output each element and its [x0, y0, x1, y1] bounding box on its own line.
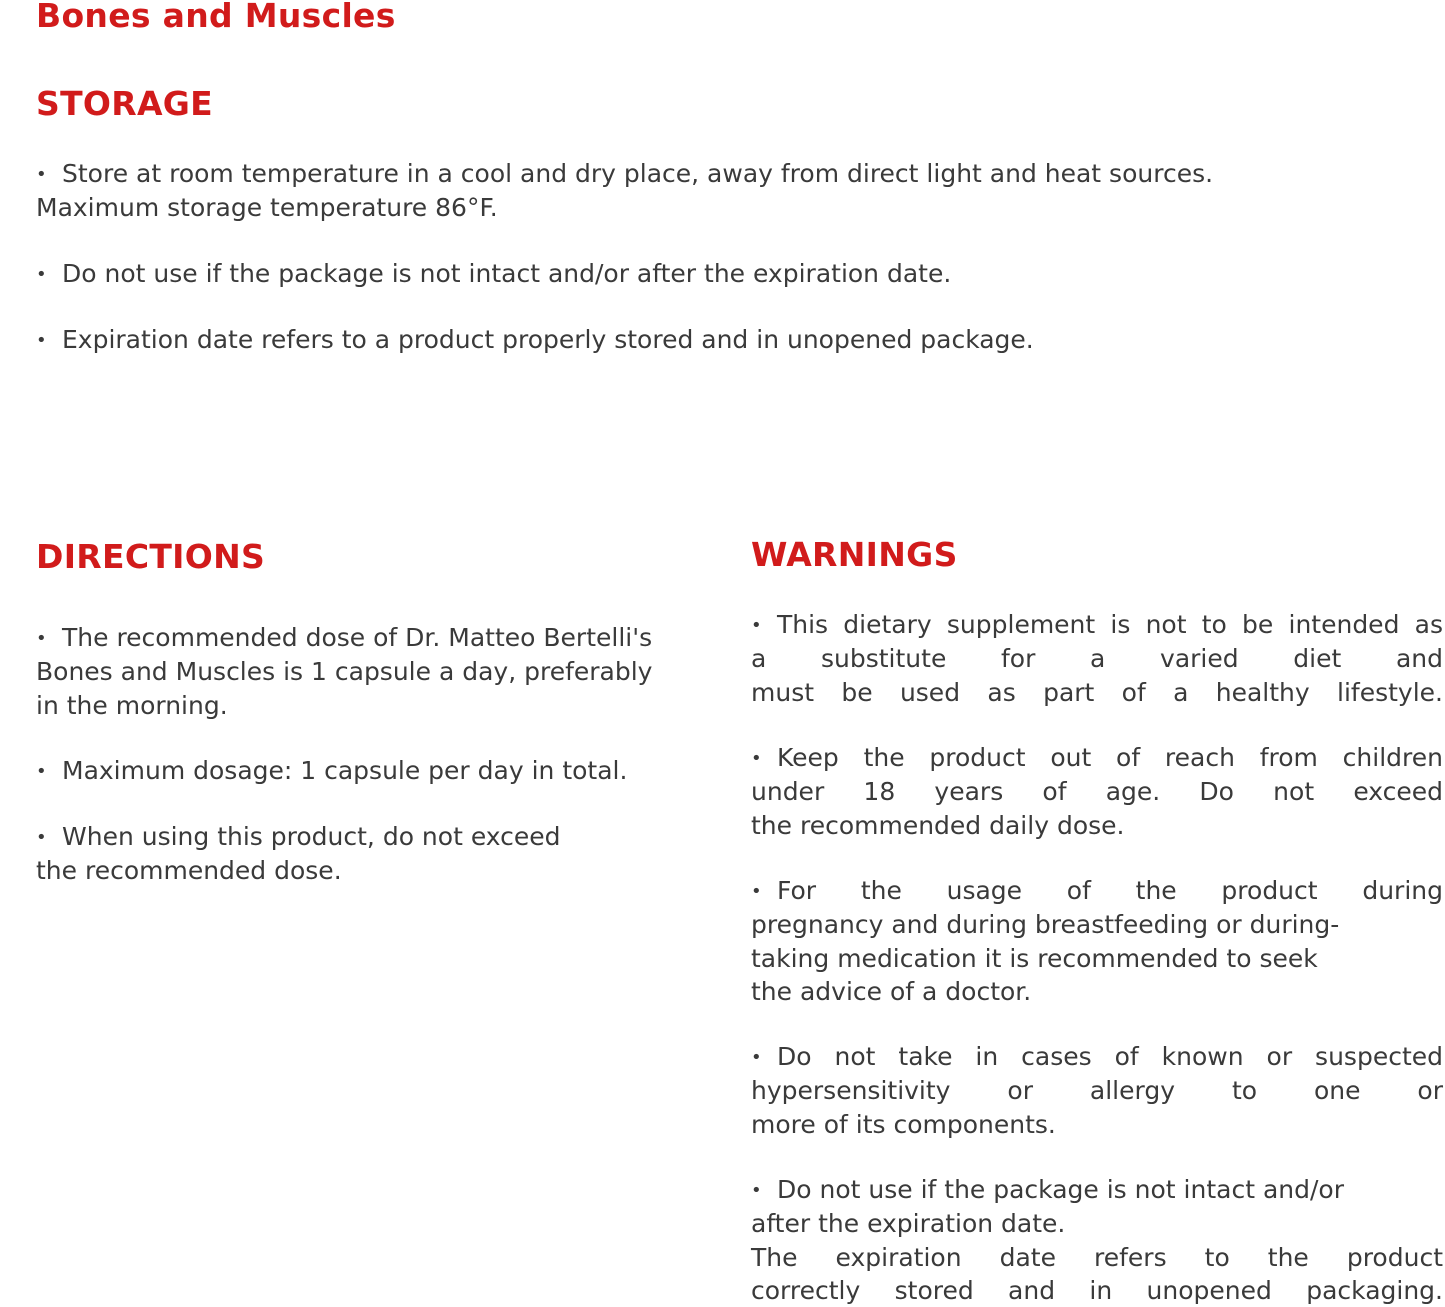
directions-item — [36, 754, 627, 788]
warnings-item — [751, 1173, 1443, 1307]
warnings-item-text: This dietary supplement is not to be intended as — [777, 610, 1443, 639]
bullet-icon: • — [36, 164, 47, 185]
warnings-item-text: For the usage of the product during — [777, 876, 1443, 905]
warnings-heading: WARNINGS — [751, 535, 958, 574]
storage-item-text: Expiration date refers to a product properly stored and in unopened package. — [62, 325, 1034, 354]
bullet-icon: • — [36, 330, 47, 351]
directions-item — [36, 820, 561, 888]
storage-heading: STORAGE — [36, 84, 214, 123]
directions-item-text: The recommended dose of Dr. Matteo Bertelli's — [62, 623, 653, 652]
warnings-item-text: under 18 years of age. Do not exceed — [751, 777, 1443, 807]
warnings-item-text: Keep the product out of reach from children — [777, 743, 1443, 772]
warnings-item — [751, 1040, 1443, 1141]
bullet-icon: • — [751, 615, 762, 636]
bullet-icon: • — [751, 1047, 762, 1068]
storage-item — [36, 323, 1034, 357]
warnings-item-text: Do not take in cases of known or suspected — [777, 1042, 1443, 1071]
directions-item-text: Maximum dosage: 1 capsule per day in total. — [62, 756, 628, 785]
warnings-item-text: must be used as part of a healthy lifestyle. — [751, 677, 1443, 707]
bullet-icon: • — [751, 1180, 762, 1201]
warnings-item — [751, 874, 1443, 1008]
warnings-item-text: a substitute for a varied diet and — [751, 644, 1443, 674]
warnings-item-text: The expiration date refers to the product — [751, 1242, 1443, 1272]
directions-item-text: the recommended dose. — [36, 856, 342, 886]
bullet-icon: • — [751, 748, 762, 769]
page-title: Bones and Muscles — [36, 0, 396, 35]
warnings-item-text: pregnancy and during breastfeeding or during- — [751, 910, 1340, 940]
warnings-item — [751, 741, 1443, 842]
bullet-icon: • — [751, 881, 762, 902]
bullet-icon: • — [36, 827, 47, 848]
directions-item-text: When using this product, do not exceed — [62, 822, 561, 851]
warnings-item-text: Do not use if the package is not intact and/or — [777, 1175, 1344, 1204]
warnings-item — [751, 608, 1443, 709]
storage-item-text: Do not use if the package is not intact and/or after the expiration date. — [62, 259, 952, 288]
bullet-icon: • — [36, 628, 47, 649]
directions-item — [36, 621, 716, 722]
storage-item — [36, 257, 951, 291]
directions-item-text: Bones and Muscles is 1 capsule a day, preferably — [36, 657, 653, 687]
directions-heading: DIRECTIONS — [36, 537, 266, 576]
warnings-item-text: more of its components. — [751, 1109, 1056, 1139]
bullet-icon: • — [36, 761, 47, 782]
storage-item — [36, 157, 1213, 225]
warnings-item-text: taking medication it is recommended to seek — [751, 943, 1318, 973]
directions-item-text: in the morning. — [36, 690, 228, 720]
warnings-item-text: correctly stored and in unopened packaging. — [751, 1275, 1443, 1305]
bullet-icon: • — [36, 264, 47, 285]
warnings-item-text: the recommended daily dose. — [751, 810, 1125, 840]
warnings-item-text: hypersensitivity or allergy to one or — [751, 1076, 1443, 1106]
warnings-item-text: after the expiration date. — [751, 1209, 1066, 1239]
storage-item-text: Store at room temperature in a cool and dry place, away from direct light and heat sources. — [62, 159, 1214, 188]
storage-item-text: Maximum storage temperature 86°F. — [36, 193, 498, 223]
warnings-item-text: the advice of a doctor. — [751, 976, 1032, 1006]
